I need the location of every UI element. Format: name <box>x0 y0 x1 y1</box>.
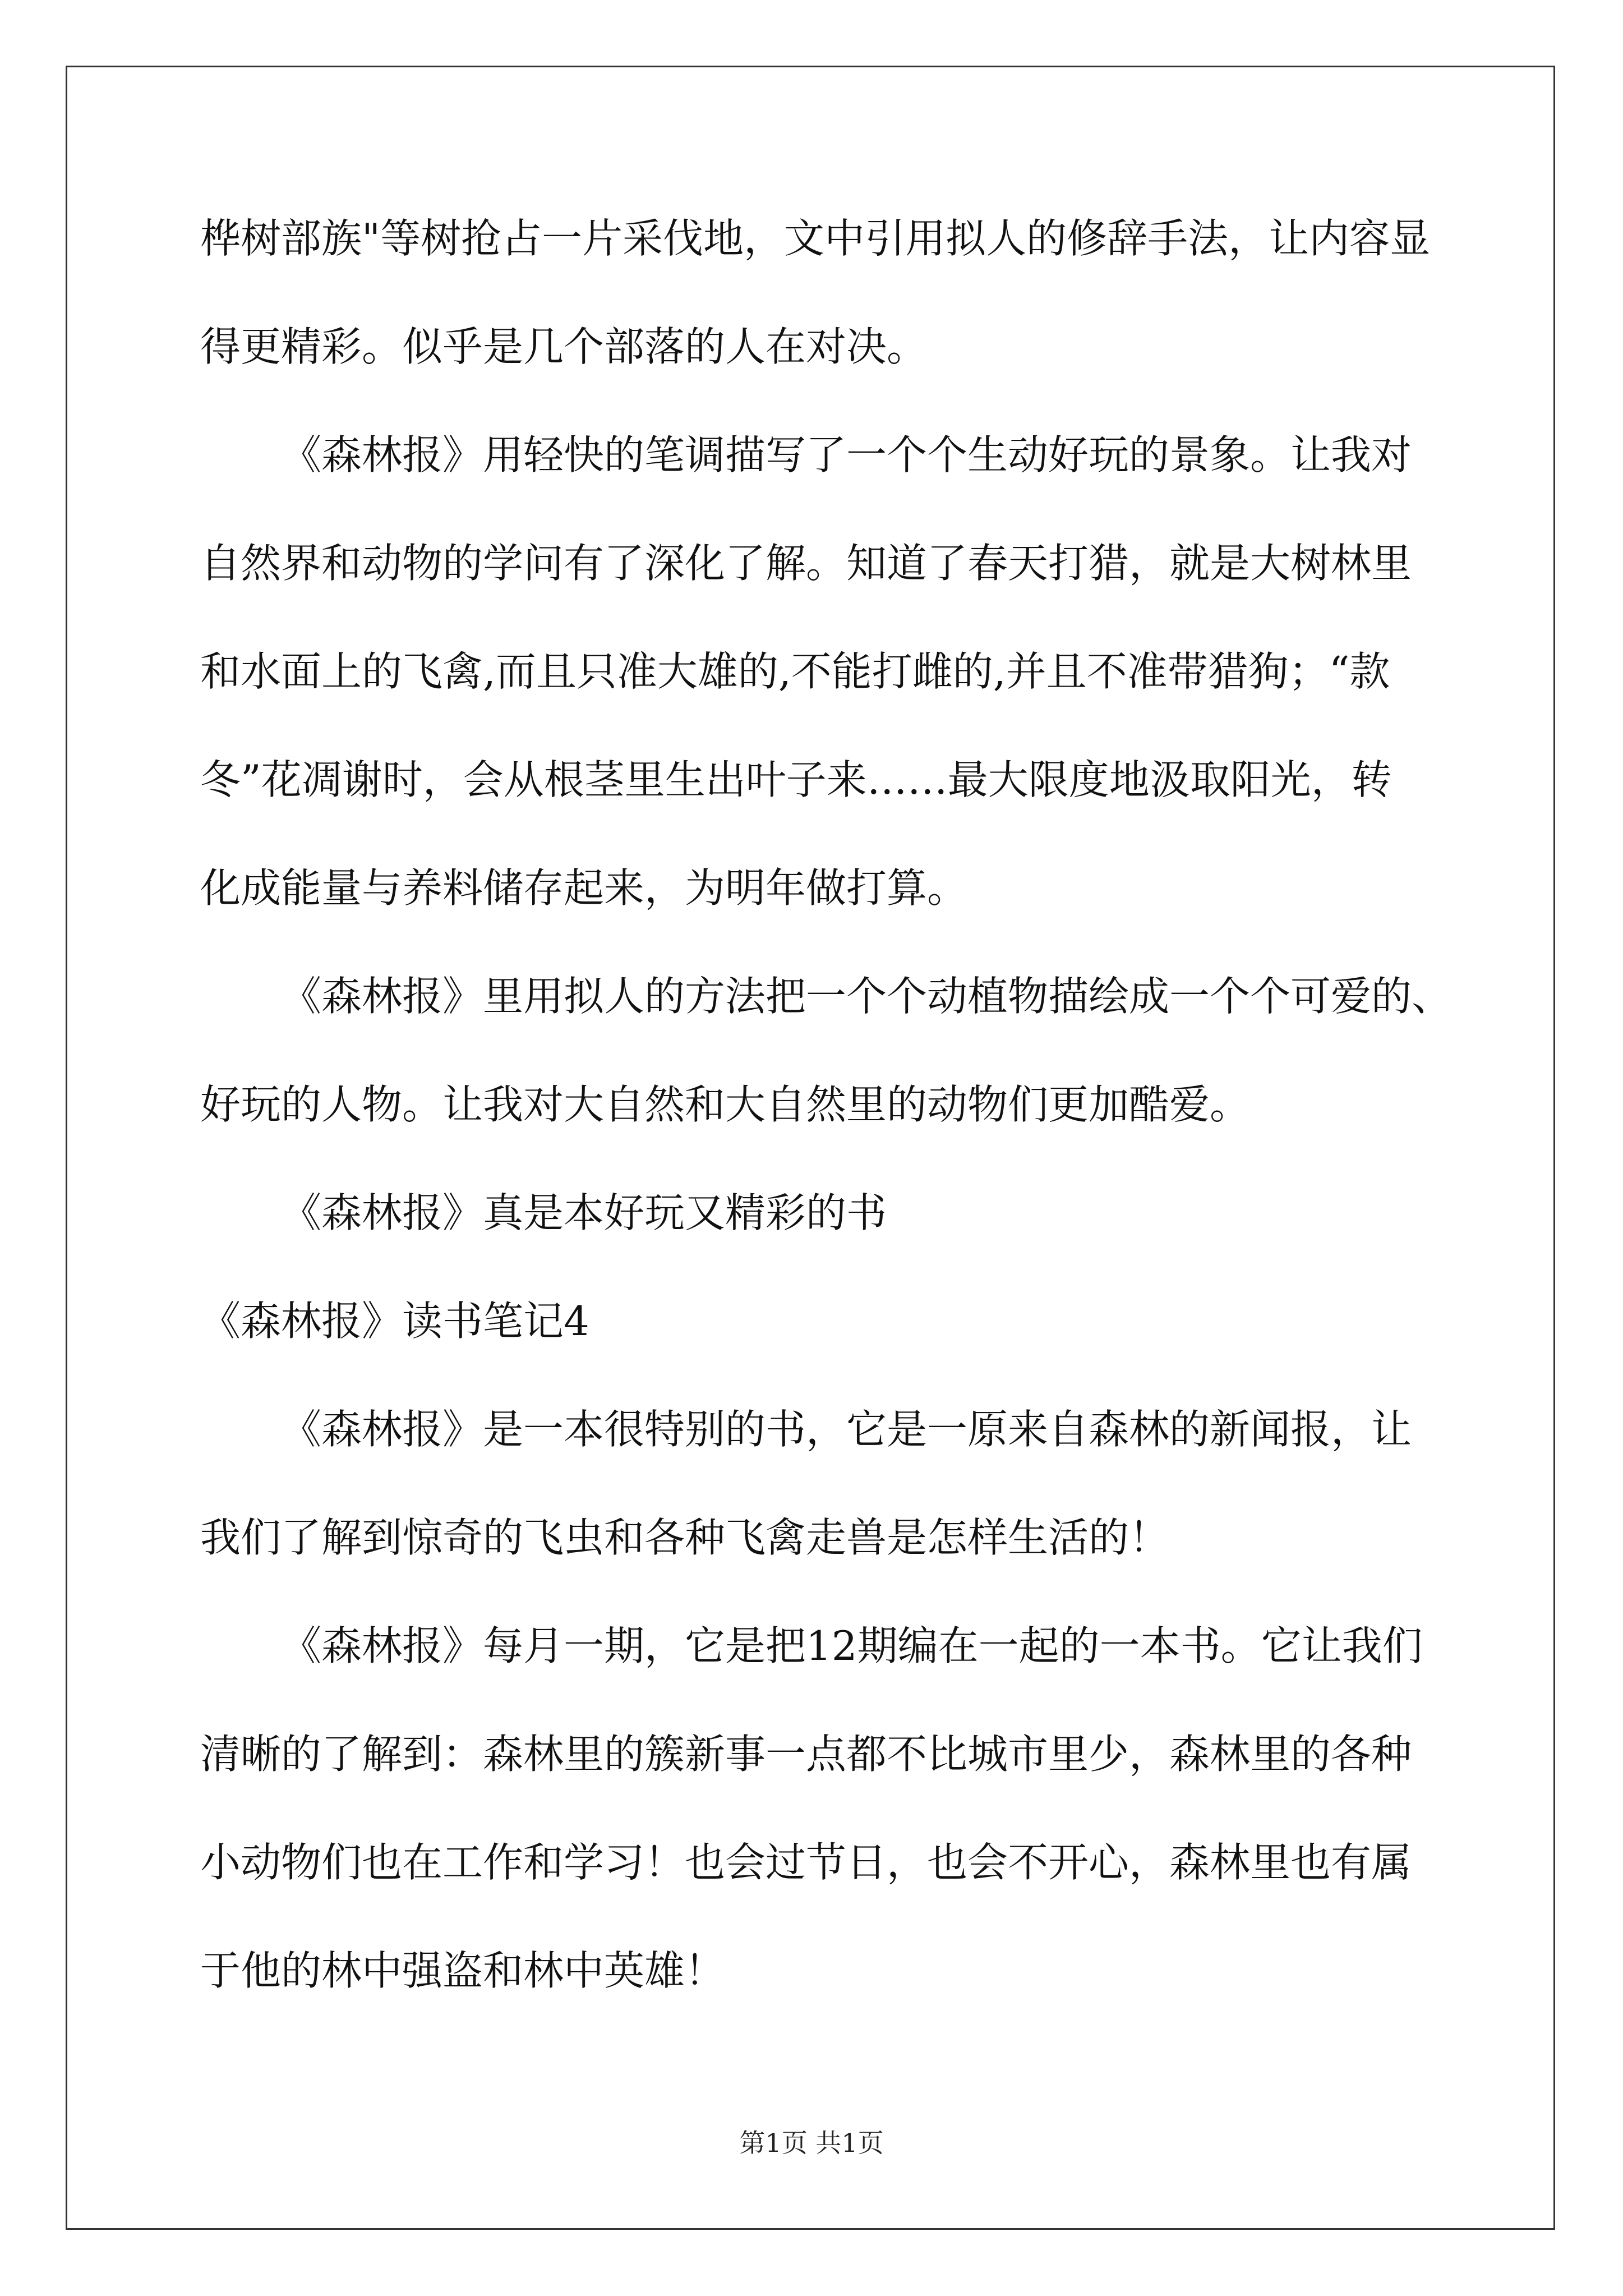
page-border <box>66 66 1555 2230</box>
paragraph-line: 我们了解到惊奇的飞虫和各种飞禽走兽是怎样生活的！ <box>200 1514 1170 1561</box>
paragraph-line: 小动物们也在工作和学习！也会过节日，也会不开心，森林里也有属 <box>200 1839 1412 1886</box>
paragraph-line: 《森林报》用轻快的笔调描写了一个个生动好玩的景象。让我对 <box>281 431 1412 478</box>
paragraph-line: 《森林报》每月一期，它是把12期编在一起的一本书。它让我们 <box>281 1622 1423 1669</box>
section-heading: 《森林报》读书笔记4 <box>200 1297 589 1345</box>
paragraph-line: 化成能量与养料储存起来，为明年做打算。 <box>200 864 968 912</box>
paragraph-line: 冬”花凋谢时，会从根茎里生出叶子来……最大限度地汲取阳光，转 <box>200 756 1392 803</box>
paragraph-line: 得更精彩。似乎是几个部落的人在对决。 <box>200 323 928 370</box>
paragraph-line: 清晰的了解到：森林里的簇新事一点都不比城市里少，森林里的各种 <box>200 1731 1412 1778</box>
paragraph-line: 和水面上的飞禽,而且只准大雄的,不能打雌的,并且不准带猎狗；“款 <box>200 648 1390 695</box>
paragraph-line: 桦树部族"等树抢占一片采伐地，文中引用拟人的修辞手法，让内容显 <box>200 215 1431 262</box>
paragraph-line: 好玩的人物。让我对大自然和大自然里的动物们更加酷爱。 <box>200 1081 1251 1128</box>
paragraph-line: 于他的林中强盗和林中英雄！ <box>200 1947 726 1994</box>
page-footer: 第1页 共1页 <box>739 2128 884 2158</box>
paragraph-line: 《森林报》里用拟人的方法把一个个动植物描绘成一个个可爱的、 <box>281 973 1453 1020</box>
paragraph-line: 自然界和动物的学问有了深化了解。知道了春天打猎，就是大树林里 <box>200 540 1412 587</box>
paragraph-line: 《森林报》是一本很特别的书，它是一原来自森林的新闻报，让 <box>281 1406 1412 1453</box>
paragraph-line: 《森林报》真是本好玩又精彩的书 <box>281 1189 887 1236</box>
